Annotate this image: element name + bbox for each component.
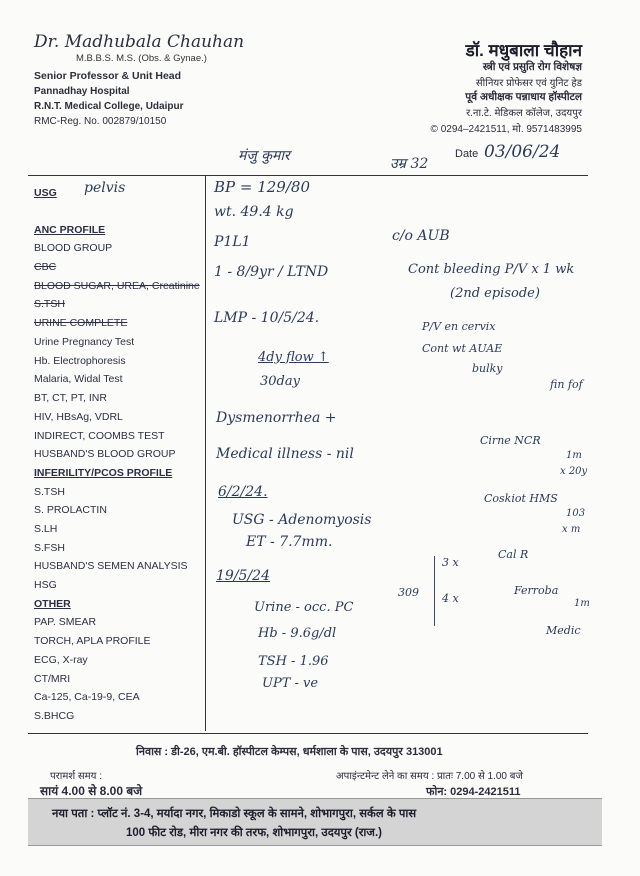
- rx-line-1-dose: 1m: [566, 450, 582, 461]
- rx-line-4-dose: 1m: [574, 598, 590, 609]
- note-delivery: 1 - 8/9yr / LTND: [214, 264, 329, 280]
- note-lmp: LMP - 10/5/24.: [214, 310, 320, 326]
- consultation-time: सायं 4.00 से 8.00 बजे: [40, 784, 143, 798]
- infertility-profile-heading: INFERILITY/PCOS PROFILE: [34, 467, 173, 479]
- other-item: Ca-125, Ca-19-9, CEA: [34, 691, 140, 703]
- other-item: ECG, X-ray: [34, 654, 88, 666]
- rx-line-4-qty: 4 x: [442, 592, 459, 605]
- new-address-box: [28, 798, 602, 846]
- anc-item: BLOOD GROUP: [34, 242, 113, 254]
- rx-line-2-dose: 103: [566, 508, 586, 519]
- infertility-item: S.TSH: [34, 486, 65, 498]
- former-superintendent-hindi: पूर्व अधीक्षक पन्नाधाय हॉस्पीटल: [465, 91, 582, 103]
- infertility-item: HUSBAND'S SEMEN ANALYSIS: [34, 560, 188, 572]
- column-divider: [205, 176, 206, 731]
- doctor-name-hindi: डॉ. मधुबाला चौहान: [465, 41, 582, 60]
- anc-item: Urine Pregnancy Test: [34, 336, 135, 348]
- phone-header: © 0294–2421511, मो. 9571483995: [430, 124, 582, 135]
- note-hb: Hb - 9.6g/dl: [258, 626, 337, 641]
- residence-address: निवास : डी-26, एम.बी. हॉस्पीटल केम्पस, धर्मशाला के पास, उदयपुर 313001: [136, 746, 443, 758]
- college-english: R.N.T. Medical College, Udaipur: [34, 101, 184, 112]
- new-address-line-1: नया पता : प्लॉट नं. 3-4, मर्यादा नगर, मिकाडो स्कूल के सामने, शोभागपुरा, सर्कल के पास: [52, 808, 417, 820]
- anc-item: Hb. Electrophoresis: [34, 355, 126, 367]
- doctor-name-english: Dr. Madhubala Chauhan: [34, 32, 245, 52]
- anc-item: BLOOD SUGAR, UREA, Creatinine: [34, 280, 200, 292]
- rx-line-1: Cirne NCR: [480, 434, 541, 447]
- note-bulky: bulky: [472, 362, 503, 375]
- rx-line-3: Cal R: [498, 548, 529, 561]
- specialty-hindi: स्त्री एवं प्रसुति रोग विशेषज्ञ: [482, 61, 582, 73]
- date-value: 03/06/24: [484, 142, 561, 162]
- rx-line-1-duration: x 20y: [560, 466, 588, 477]
- infertility-item: S.LH: [34, 523, 58, 535]
- patient-age: उम्र 32: [390, 156, 429, 172]
- rx-medical: Medic: [546, 624, 581, 637]
- title-english: Senior Professor & Unit Head: [34, 70, 182, 82]
- date-label: Date: [455, 148, 479, 160]
- infertility-item: HSG: [34, 579, 57, 591]
- rx-bracket: [434, 556, 435, 626]
- bottom-rule: [28, 733, 588, 734]
- note-obstetric: P1L1: [214, 234, 251, 250]
- note-medical-illness: Medical illness - nil: [216, 446, 354, 462]
- note-tsh: TSH - 1.96: [258, 654, 329, 669]
- college-hindi: र.ना.टे. मेडिकल कॉलेज, उदयपुर: [466, 108, 582, 119]
- note-cycle: 30day: [260, 374, 300, 389]
- new-address-line-2: 100 फीट रोड, मीरा नगर की तरफ, शोभागपुरा, उदयपुर (राज.): [126, 827, 382, 839]
- note-et: ET - 7.7mm.: [246, 534, 333, 550]
- note-bp: BP = 129/80: [214, 178, 310, 196]
- infertility-item: S. PROLACTIN: [34, 504, 107, 516]
- anc-item: Malaria, Widal Test: [34, 373, 123, 385]
- anc-item: HIV, HBsAg, VDRL: [34, 411, 123, 423]
- top-rule: [28, 175, 588, 176]
- anc-item: HUSBAND'S BLOOD GROUP: [34, 448, 176, 460]
- rx-line-4: Ferroba: [514, 584, 559, 597]
- usg-note: pelvis: [84, 180, 126, 196]
- rx-line-2-duration: x m: [562, 524, 581, 535]
- usg-label: USG: [34, 187, 57, 199]
- consultation-label: परामर्श समय :: [50, 771, 103, 782]
- anc-profile-heading: ANC PROFILE: [34, 224, 106, 236]
- anc-item: INDIRECT, COOMBS TEST: [34, 430, 165, 442]
- note-flow: 4dy flow ↑: [258, 350, 329, 365]
- note-pv: P/V en cervix: [422, 320, 496, 333]
- note-usg-result: USG - Adenomyosis: [232, 512, 372, 528]
- note-fof: fin fof: [550, 378, 583, 391]
- note-dysmenorrhea: Dysmenorrhea +: [216, 410, 337, 426]
- title-hindi: सीनियर प्रोफेसर एवं युनिट हेड: [475, 78, 582, 89]
- note-date-labs: 19/5/24: [216, 568, 270, 584]
- other-heading: OTHER: [34, 598, 71, 610]
- other-item: S.BHCG: [34, 710, 75, 722]
- note-episode: (2nd episode): [450, 286, 540, 301]
- rx-line-2: Coskiot HMS: [484, 492, 558, 505]
- anc-item: S.TSH: [34, 298, 65, 310]
- other-item: TORCH, APLA PROFILE: [34, 635, 151, 647]
- registration-number: RMC-Reg. No. 002879/10150: [34, 116, 167, 127]
- note-urine: Urine - occ. PC: [254, 600, 354, 615]
- note-cont: Cont wt AUAE: [422, 342, 503, 355]
- note-bleeding: Cont bleeding P/V x 1 wk: [408, 262, 575, 277]
- note-weight: wt. 49.4 kg: [214, 204, 294, 220]
- rx-line-3-qty: 3 x: [442, 556, 459, 569]
- other-item: CT/MRI: [34, 673, 71, 685]
- infertility-item: S.FSH: [34, 542, 65, 554]
- anc-item: CBC: [34, 261, 57, 273]
- anc-item: BT, CT, PT, INR: [34, 392, 107, 404]
- note-upt: UPT - ve: [262, 676, 319, 691]
- appointment-time: अपाइंन्टमेन्ट लेने का समय : प्रातः 7.00 से 1.00 बजे: [336, 771, 523, 782]
- footer-phone: फोन: 0294-2421511: [426, 786, 521, 798]
- patient-name: मंजु कुमार: [238, 148, 290, 164]
- hospital-english: Pannadhay Hospital: [34, 86, 130, 97]
- degrees: M.B.B.S. M.S. (Obs. & Gynae.): [76, 53, 207, 64]
- anc-item: URINE COMPLETE: [34, 317, 128, 329]
- note-date-usg: 6/2/24.: [218, 484, 268, 500]
- note-complaint: c/o AUB: [392, 228, 450, 244]
- other-item: PAP. SMEAR: [34, 616, 97, 628]
- rx-bracket-number: 309: [398, 586, 419, 599]
